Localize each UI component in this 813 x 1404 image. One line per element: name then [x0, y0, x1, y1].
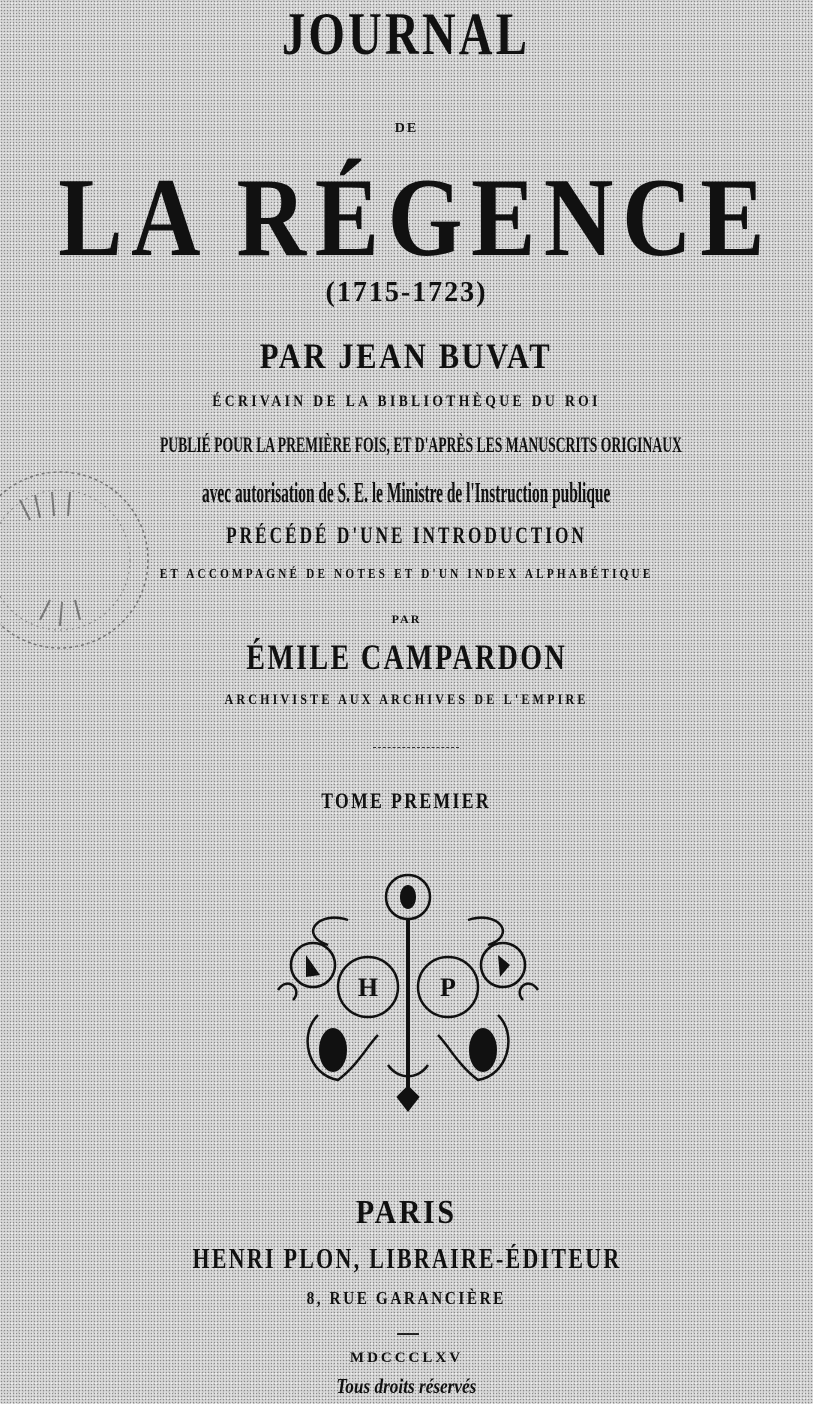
editor — [0, 636, 813, 678]
introduction-note — [0, 523, 813, 549]
divider — [397, 1333, 419, 1335]
publisher-device-icon — [258, 865, 558, 1125]
rights — [0, 1374, 813, 1399]
title-connector: DE — [394, 121, 419, 136]
dates: (1715-1723) — [325, 277, 488, 308]
publisher — [0, 1244, 813, 1276]
title-journal — [0, 0, 813, 69]
title-text: LA RÉGENCE — [58, 156, 774, 280]
monogram-left: H — [357, 973, 379, 1002]
notes-index-text: ET ACCOMPAGNÉ DE NOTES ET D'UN INDEX ALPHABÉTIQUE — [159, 567, 654, 582]
monogram-right: P — [440, 973, 456, 1002]
editor-text: ÉMILE CAMPARDON — [246, 637, 567, 677]
publisher-text: HENRI PLON, LIBRAIRE-ÉDITEUR — [192, 1244, 621, 1275]
author-text: PAR JEAN BUVAT — [260, 336, 553, 376]
address — [0, 1288, 813, 1309]
author — [0, 335, 813, 377]
notes-index — [0, 567, 813, 583]
volume-text: TOME PREMIER — [321, 788, 492, 813]
editor-connector: PAR — [391, 612, 422, 626]
author-role — [0, 393, 813, 411]
publication-note — [0, 432, 813, 458]
title-regence — [0, 156, 813, 280]
volume — [0, 788, 813, 814]
city — [0, 1194, 813, 1232]
rights-text: Tous droits réservés — [336, 1374, 477, 1398]
year: MDCCCLXV — [349, 1350, 464, 1366]
title-text: JOURNAL — [282, 1, 531, 67]
address-text: 8, RUE GARANCIÈRE — [306, 1288, 507, 1308]
city-text: PARIS — [356, 1194, 457, 1231]
editor-role-text: ARCHIVISTE AUX ARCHIVES DE L'EMPIRE — [224, 692, 589, 708]
authorization-text: avec autorisation de S. E. le Ministre de l'Instruction publique — [202, 478, 611, 509]
authorization — [0, 478, 813, 510]
editor-role — [0, 692, 813, 709]
author-role-text: ÉCRIVAIN DE LA BIBLIOTHÈQUE DU ROI — [212, 393, 601, 410]
introduction-note-text: PRÉCÉDÉ D'UNE INTRODUCTION — [226, 523, 587, 548]
divider — [373, 747, 459, 748]
publication-note-text: PUBLIÉ POUR LA PREMIÈRE FOIS, ET D'APRÈS LES MANUSCRITS ORIGINAUX — [159, 432, 682, 457]
